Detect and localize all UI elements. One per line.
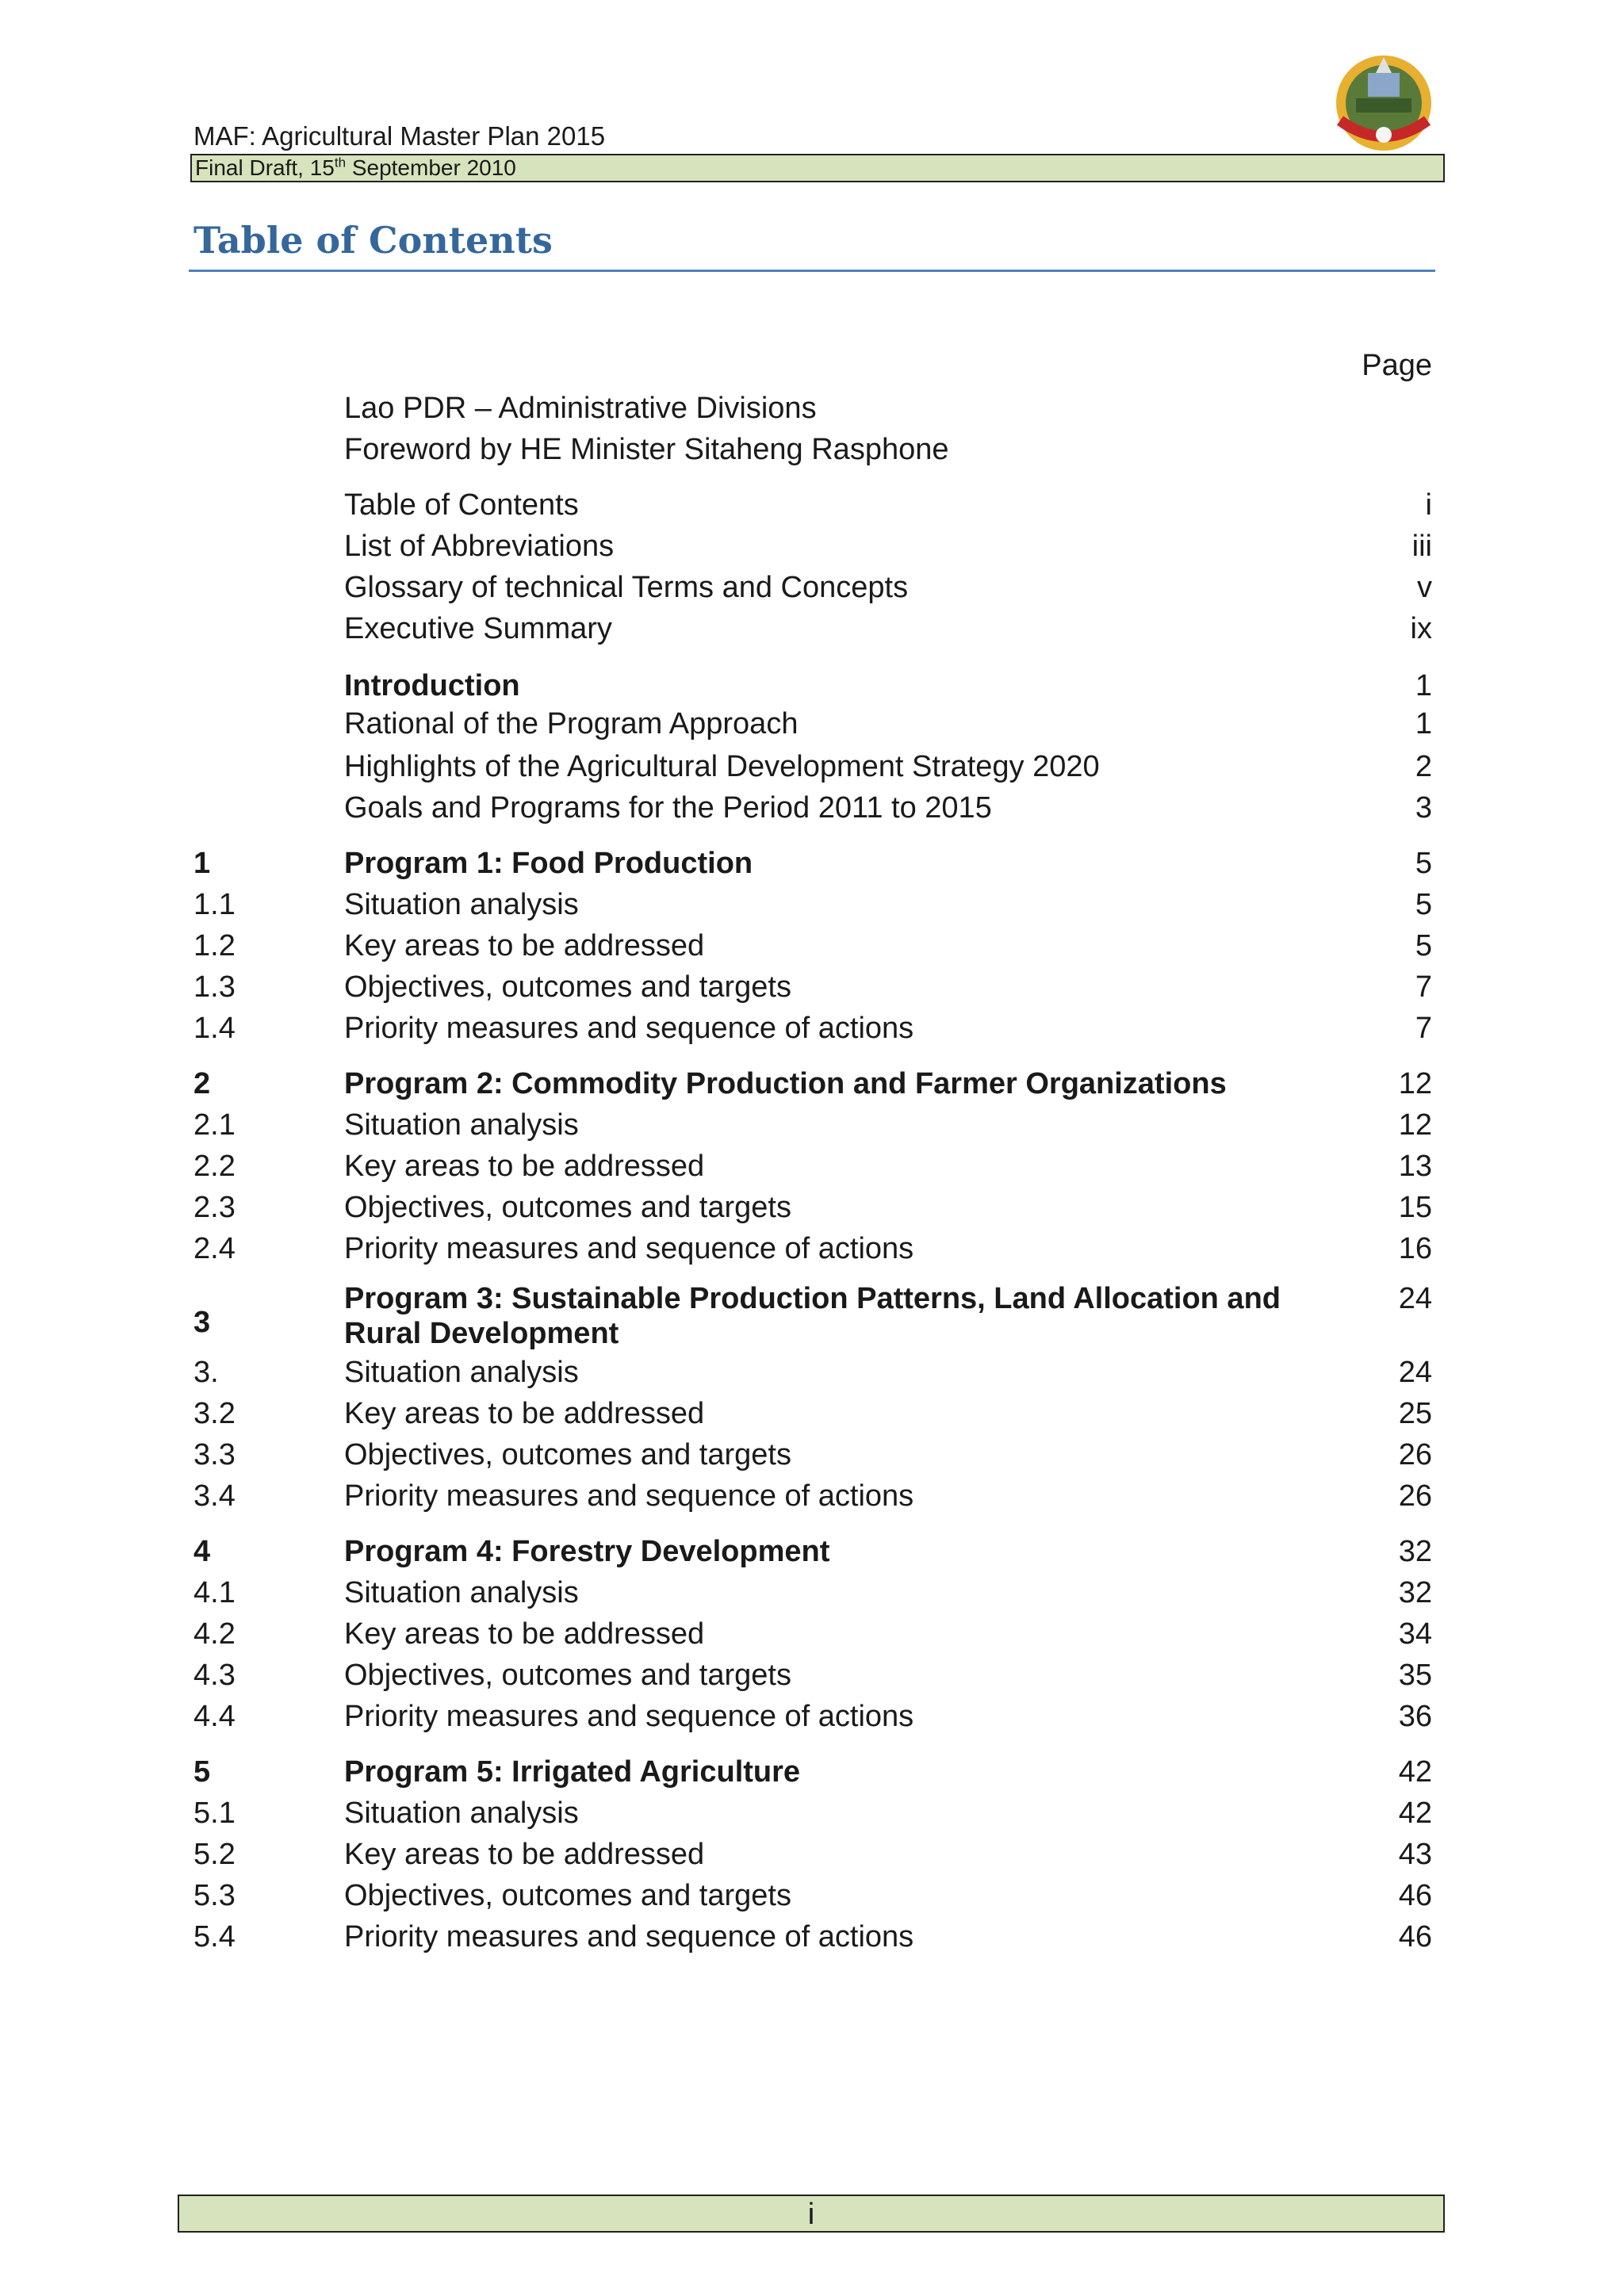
draft-date-suffix: September 2010 [346, 155, 516, 180]
toc-entry-number: 5.4 [193, 1920, 236, 1954]
toc-entry[interactable] [0, 1876, 1624, 1915]
toc-entry-page: 32 [1398, 1576, 1432, 1609]
toc-entry-page: 26 [1398, 1438, 1432, 1471]
toc-entry-page: 24 [1398, 1282, 1432, 1315]
toc-entry[interactable] [0, 1105, 1624, 1145]
toc-entry-text: Priority measures and sequence of actions [344, 1232, 914, 1265]
toc-entry-page: 43 [1398, 1838, 1432, 1871]
toc-section-program-3[interactable] [0, 1281, 1624, 1360]
toc-entry-page: 26 [1398, 1479, 1432, 1513]
toc-entry-number: 2.1 [193, 1108, 236, 1142]
toc-section-title: Program 4: Forestry Development [344, 1535, 830, 1568]
toc-section-program-5[interactable] [0, 1752, 1624, 1792]
toc-entry[interactable] [0, 926, 1624, 966]
toc-section-number: 3 [193, 1306, 211, 1339]
toc-entry[interactable] [0, 568, 1624, 607]
toc-entry-page: 12 [1398, 1067, 1432, 1100]
toc-entry[interactable] [0, 1573, 1624, 1613]
toc-entry-number: 4.4 [193, 1700, 236, 1733]
toc-section-number: 2 [193, 1067, 211, 1100]
draft-date-superscript: th [334, 155, 347, 170]
toc-entry-text: Situation analysis [344, 1576, 579, 1609]
toc-entry-text: Situation analysis [344, 888, 579, 921]
toc-entry[interactable] [0, 885, 1624, 924]
toc-section-program-2[interactable] [0, 1064, 1624, 1104]
toc-section-introduction[interactable] [0, 666, 1624, 706]
toc-entry-number: 1.4 [193, 1012, 236, 1045]
toc-entry-page: 7 [1415, 970, 1432, 1004]
toc-entry-page: 5 [1415, 929, 1432, 962]
toc-entry[interactable] [0, 967, 1624, 1007]
toc-entry[interactable] [0, 1793, 1624, 1833]
toc-entry[interactable] [0, 388, 1624, 428]
toc-entry-page: 2 [1415, 750, 1432, 783]
toc-entry-text: Key areas to be addressed [344, 1150, 705, 1183]
toc-entry-text: Lao PDR – Administrative Divisions [344, 392, 817, 425]
toc-entry-number: 1.3 [193, 970, 236, 1004]
toc-section-program-1[interactable] [0, 844, 1624, 883]
toc-entry-page: 35 [1398, 1659, 1432, 1692]
toc-entry[interactable] [0, 1917, 1624, 1957]
toc-entry-text: Situation analysis [344, 1108, 579, 1142]
toc-entry-page: 16 [1398, 1232, 1432, 1265]
document-header-title: MAF: Agricultural Master Plan 2015 [193, 121, 606, 151]
toc-entry[interactable] [0, 747, 1624, 786]
toc-section-number: 1 [193, 847, 211, 880]
toc-entry-text: Foreword by HE Minister Sitaheng Rasphone [344, 433, 949, 466]
toc-section-number: 4 [193, 1535, 211, 1568]
toc-entry-page: 42 [1398, 1755, 1432, 1789]
toc-entry[interactable] [0, 1229, 1624, 1269]
toc-entry-text: Key areas to be addressed [344, 929, 705, 962]
toc-section-title: Introduction [344, 669, 520, 702]
toc-entry-page: 13 [1398, 1150, 1432, 1183]
toc-entry-text: Executive Summary [344, 612, 612, 645]
toc-entry-number: 4.2 [193, 1617, 236, 1651]
toc-entry-page: 32 [1398, 1535, 1432, 1568]
toc-entry[interactable] [0, 1476, 1624, 1516]
toc-entry[interactable] [0, 485, 1624, 525]
toc-entry-text: Objectives, outcomes and targets [344, 970, 791, 1004]
toc-entry-page: 34 [1398, 1617, 1432, 1651]
toc-entry-page: 5 [1415, 847, 1432, 880]
page-column-label: Page [1362, 349, 1432, 382]
draft-date-text: Final Draft, 15 [195, 155, 335, 180]
toc-entry-number: 5.1 [193, 1797, 236, 1830]
toc-entry-number: 4.3 [193, 1659, 236, 1692]
toc-entry-text: Objectives, outcomes and targets [344, 1438, 791, 1471]
toc-entry[interactable] [0, 430, 1624, 469]
toc-entry-page: 1 [1415, 707, 1432, 740]
toc-heading-rule [189, 270, 1435, 272]
toc-entry-number: 2.4 [193, 1232, 236, 1265]
toc-entry-text: Priority measures and sequence of actions [344, 1012, 914, 1045]
toc-entry-text: List of Abbreviations [344, 530, 615, 563]
toc-entry-page: 1 [1415, 669, 1432, 702]
toc-section-title: Program 2: Commodity Production and Farmer Organizations [344, 1067, 1227, 1100]
toc-entry-page: 42 [1398, 1797, 1432, 1830]
footer-page-number: i [807, 2198, 815, 2231]
toc-entry-text: Highlights of the Agricultural Development Strategy 2020 [344, 750, 1100, 783]
toc-entry-number: 5.2 [193, 1838, 236, 1871]
toc-entry[interactable] [0, 1614, 1624, 1654]
toc-entry-text: Key areas to be addressed [344, 1617, 705, 1651]
toc-entry-number: 3.2 [193, 1397, 236, 1430]
toc-entry-number: 2.2 [193, 1150, 236, 1183]
toc-entry[interactable] [0, 1655, 1624, 1695]
toc-entry-number: 3.3 [193, 1438, 236, 1471]
toc-entry[interactable] [0, 788, 1624, 828]
toc-entry-page: 7 [1415, 1012, 1432, 1045]
toc-heading: Table of Contents [193, 219, 553, 262]
toc-entry-text: Rational of the Program Approach [344, 707, 799, 740]
toc-section-number: 5 [193, 1755, 211, 1789]
toc-entry-page: i [1425, 488, 1432, 522]
draft-date-bar [190, 154, 1445, 182]
toc-entry-text: Table of Contents [344, 488, 579, 522]
toc-section-title: Program 1: Food Production [344, 847, 753, 880]
toc-entry-page: 3 [1415, 791, 1432, 825]
toc-entry-page: 25 [1398, 1397, 1432, 1430]
toc-section-title: Program 3: Sustainable Production Patterns, Land Allocation and Rural Development [344, 1282, 1281, 1350]
toc-entry-text: Glossary of technical Terms and Concepts [344, 571, 909, 604]
toc-entry-number: 1.2 [193, 929, 236, 962]
toc-entry[interactable] [0, 1394, 1624, 1433]
toc-entry-number: 4.1 [193, 1576, 236, 1609]
lao-national-emblem-icon [1324, 41, 1443, 160]
toc-entry-number: 2.3 [193, 1191, 236, 1224]
toc-entry-page: 24 [1398, 1356, 1432, 1389]
toc-entry-text: Situation analysis [344, 1356, 579, 1389]
toc-entry[interactable] [0, 1188, 1624, 1227]
toc-entry-text: Situation analysis [344, 1797, 579, 1830]
footer-page-bar [178, 2195, 1445, 2233]
toc-entry-text: Objectives, outcomes and targets [344, 1191, 791, 1224]
toc-entry-page: 36 [1398, 1700, 1432, 1733]
toc-entry-text: Priority measures and sequence of actions [344, 1920, 914, 1954]
toc-section-program-4[interactable] [0, 1532, 1624, 1571]
toc-entry-page: 15 [1398, 1191, 1432, 1224]
toc-entry-text: Goals and Programs for the Period 2011 to 2015 [344, 791, 992, 825]
toc-entry-number: 5.3 [193, 1879, 236, 1912]
toc-entry-page: ix [1410, 612, 1432, 645]
toc-entry-number: 3.4 [193, 1479, 236, 1513]
toc-entry-page: 5 [1415, 888, 1432, 921]
toc-entry[interactable] [0, 1835, 1624, 1874]
toc-entry-text: Priority measures and sequence of actions [344, 1479, 914, 1513]
toc-section-title: Program 5: Irrigated Agriculture [344, 1755, 801, 1789]
toc-entry[interactable] [0, 1008, 1624, 1048]
toc-entry-page: v [1417, 571, 1432, 604]
toc-entry-text: Objectives, outcomes and targets [344, 1659, 791, 1692]
toc-entry[interactable] [0, 1435, 1624, 1475]
toc-entry[interactable] [0, 609, 1624, 649]
toc-entry-number: 1.1 [193, 888, 236, 921]
toc-entry-page: 46 [1398, 1879, 1432, 1912]
toc-entry[interactable] [0, 1146, 1624, 1186]
toc-entry-page: 46 [1398, 1920, 1432, 1954]
toc-entry-page: iii [1411, 530, 1432, 563]
toc-entry-number: 3. [193, 1356, 219, 1389]
toc-entry[interactable] [0, 1353, 1624, 1392]
toc-entry-text: Priority measures and sequence of actions [344, 1700, 914, 1733]
toc-entry-text: Key areas to be addressed [344, 1397, 705, 1430]
toc-entry[interactable] [0, 704, 1624, 744]
toc-entry[interactable] [0, 526, 1624, 566]
toc-entry[interactable] [0, 1697, 1624, 1736]
toc-entry-text: Objectives, outcomes and targets [344, 1879, 791, 1912]
toc-entry-page: 12 [1398, 1108, 1432, 1142]
toc-entry-text: Key areas to be addressed [344, 1838, 705, 1871]
